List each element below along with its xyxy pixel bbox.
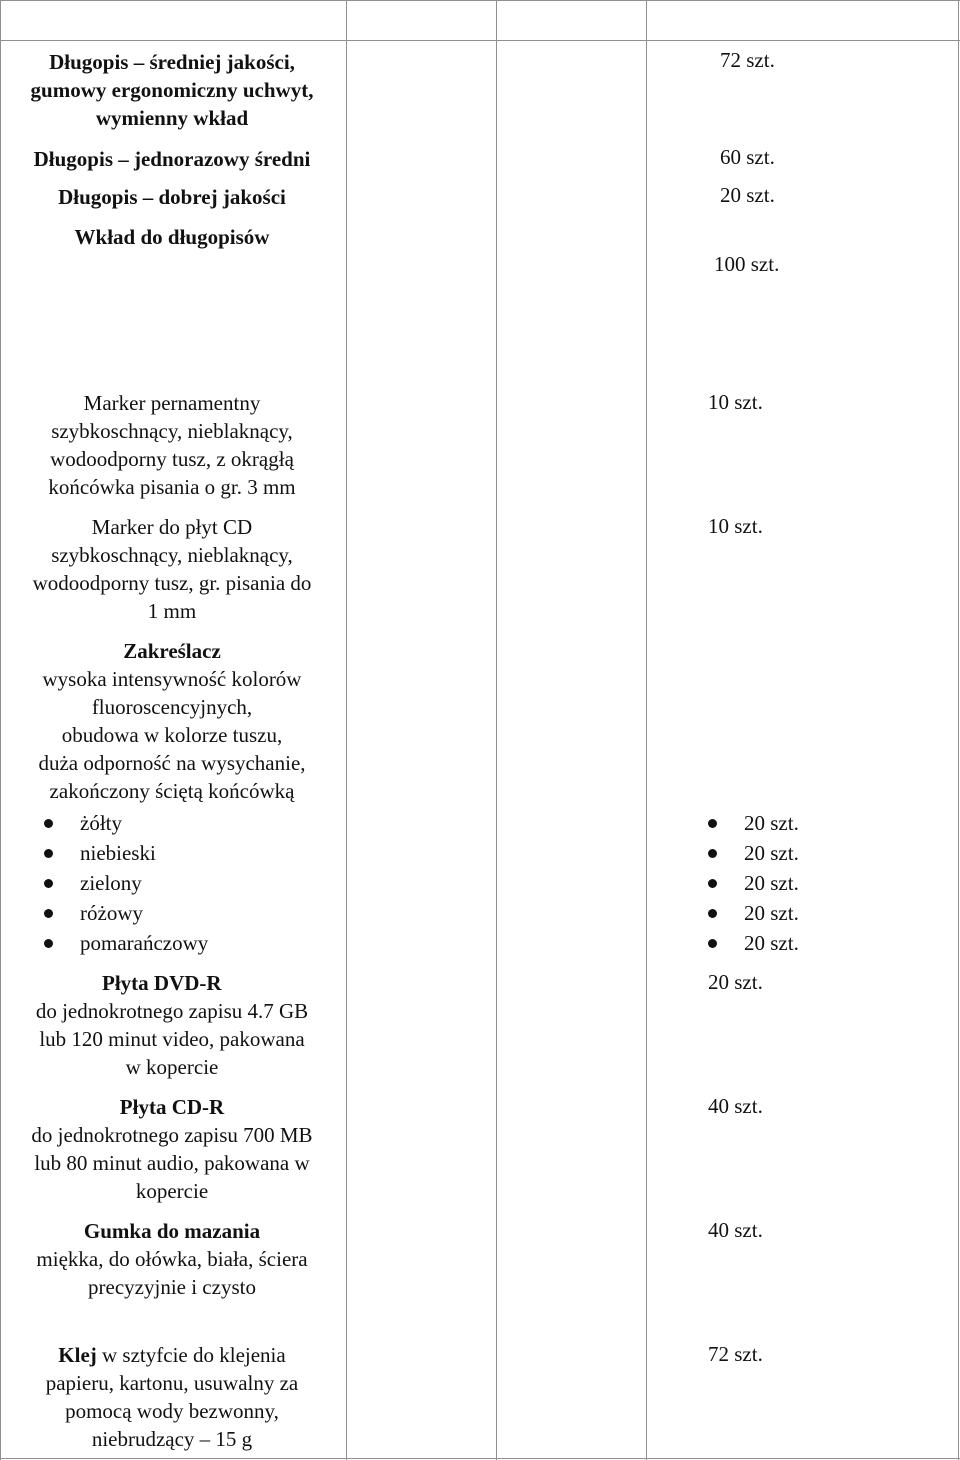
- column-separator: [346, 0, 347, 1460]
- bullet-icon: [44, 849, 53, 858]
- item-description: Klej w sztyfcie do klejenia papieru, kartonu, usuwalny za pomocą wody bezwonny, niebrudzący – 15 g: [45, 1343, 299, 1451]
- item-quantity: 40 szt.: [708, 1218, 763, 1242]
- bullet-icon: [44, 819, 53, 828]
- header-row-separator: [0, 40, 960, 41]
- bullet-icon: [44, 879, 53, 888]
- item-description: Zakreślacz wysoka intensywność kolorów fluoroscencyjnych, obudowa w kolorze tuszu, duża odporność na wysychanie, zakończony ściętą końcówką: [2, 637, 342, 805]
- item-quantity: 10 szt.: [708, 390, 763, 414]
- column-separator: [646, 0, 647, 1460]
- item-quantity: 40 szt.: [708, 1094, 763, 1118]
- item-quantity: 100 szt.: [714, 252, 780, 276]
- bullet-icon: [708, 849, 717, 858]
- bullet-icon: [44, 939, 53, 948]
- item-description: Marker pernamentny szybkoschnący, nieblaknący, wodoodporny tusz, z okrągłą końcówka pisania o gr. 3 mm: [2, 389, 342, 501]
- item-description: Płyta DVD-R do jednokrotnego zapisu 4.7 GB lub 120 minut video, pakowana w kopercie: [2, 969, 342, 1081]
- bullet-icon: [708, 909, 717, 918]
- bullet-icon: [708, 879, 717, 888]
- table-top-border: [0, 0, 960, 1]
- item-title: Marker pernamentny: [83, 391, 261, 415]
- item-title: Płyta CD-R: [119, 1095, 225, 1119]
- item-title: Klej: [58, 1343, 97, 1367]
- item-quantity: 20 szt.: [708, 970, 763, 994]
- item-quantity: 72 szt.: [720, 48, 775, 72]
- item-title: Gumka do mazania: [83, 1219, 261, 1243]
- item-description: Marker do płyt CD szybkoschnący, nieblaknący, wodoodporny tusz, gr. pisania do 1 mm: [2, 513, 342, 625]
- item-description: Długopis – średniej jakości, gumowy ergonomiczny uchwyt, wymienny wkład: [30, 50, 314, 130]
- item-title: Płyta DVD-R: [102, 971, 222, 995]
- item-quantity: 20 szt.: [720, 183, 775, 207]
- column-separator: [0, 0, 1, 1460]
- bullet-icon: [708, 939, 717, 948]
- column-separator: [496, 0, 497, 1460]
- bullet-icon: [44, 909, 53, 918]
- bullet-icon: [708, 819, 717, 828]
- item-description: Długopis – jednorazowy średni: [33, 147, 311, 171]
- item-description: Długopis – dobrej jakości: [58, 185, 286, 209]
- column-separator: [958, 0, 959, 1460]
- item-quantity: 60 szt.: [720, 145, 775, 169]
- item-quantity: 72 szt.: [708, 1342, 763, 1366]
- item-description: Wkład do długopisów: [74, 225, 270, 249]
- item-title: Marker do płyt CD: [91, 515, 253, 539]
- item-title: Zakreślacz: [123, 639, 221, 663]
- item-description: Gumka do mazania miękka, do ołówka, biała, ściera precyzyjnie i czysto: [2, 1217, 342, 1301]
- item-description: Płyta CD-R do jednokrotnego zapisu 700 MB lub 80 minut audio, pakowana w kopercie: [2, 1093, 342, 1205]
- table-bottom-border: [0, 1458, 960, 1459]
- item-quantity: 10 szt.: [708, 514, 763, 538]
